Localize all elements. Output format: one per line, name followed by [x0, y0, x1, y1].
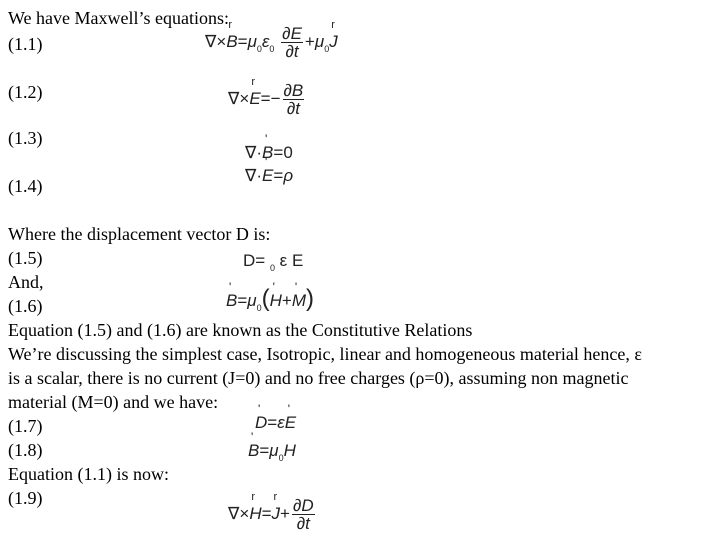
now-text: Equation (1.1) is now: [8, 464, 169, 484]
discussion-line-1: We’re discussing the simplest case, Isotropic, linear and homogeneous material hence, ε [8, 344, 642, 364]
equation-1-9: ∇×r H=r J+ $\frac{\partial D}{\partial t}$ [228, 497, 317, 532]
eq-number-1-8: (1.8) [8, 440, 43, 460]
eq-number-1-1: (1.1) [8, 34, 43, 54]
equation-1-1: ∇×r $B=\mu_0\varepsilon_0$ $\frac{\partial E}{\partial t}$ $+\mu_0r$ J [205, 25, 338, 60]
equation-1-6: ' $B=\mu_0('$ H+' M) [226, 285, 314, 313]
discussion-line-3: material (M=0) and we have: [8, 392, 219, 412]
eq-number-1-7: (1.7) [8, 416, 43, 436]
equation-1-5: D= $_0$ ε E [243, 251, 304, 273]
eq-number-1-5: (1.5) [8, 248, 43, 268]
eq-number-1-9: (1.9) [8, 488, 43, 508]
equation-1-8: ' $B=\mu_0H$ [248, 441, 296, 463]
and-text: And, [8, 272, 44, 292]
where-text: Where the displacement vector D is: [8, 224, 271, 244]
constitutive-text: Equation (1.5) and (1.6) are known as the Constitutive Relations [8, 320, 473, 340]
intro-text: We have Maxwell’s equations: [8, 8, 229, 28]
equation-1-3: ∇·' B=0 [245, 143, 293, 163]
equation-1-2: ∇×r E=− $\frac{\partial B}{\partial t}$ [228, 82, 306, 117]
eq-number-1-6: (1.6) [8, 296, 43, 316]
discussion-line-2: is a scalar, there is no current (J=0) and no free charges (ρ=0), assuming non magnetic [8, 368, 629, 388]
eq-number-1-4: (1.4) [8, 176, 43, 196]
eq-number-1-3: (1.3) [8, 128, 43, 148]
equation-1-7: ' D=ε' E [255, 413, 296, 433]
eq-number-1-2: (1.2) [8, 82, 43, 102]
equation-1-4: ∇·' E=ρ [245, 166, 293, 186]
